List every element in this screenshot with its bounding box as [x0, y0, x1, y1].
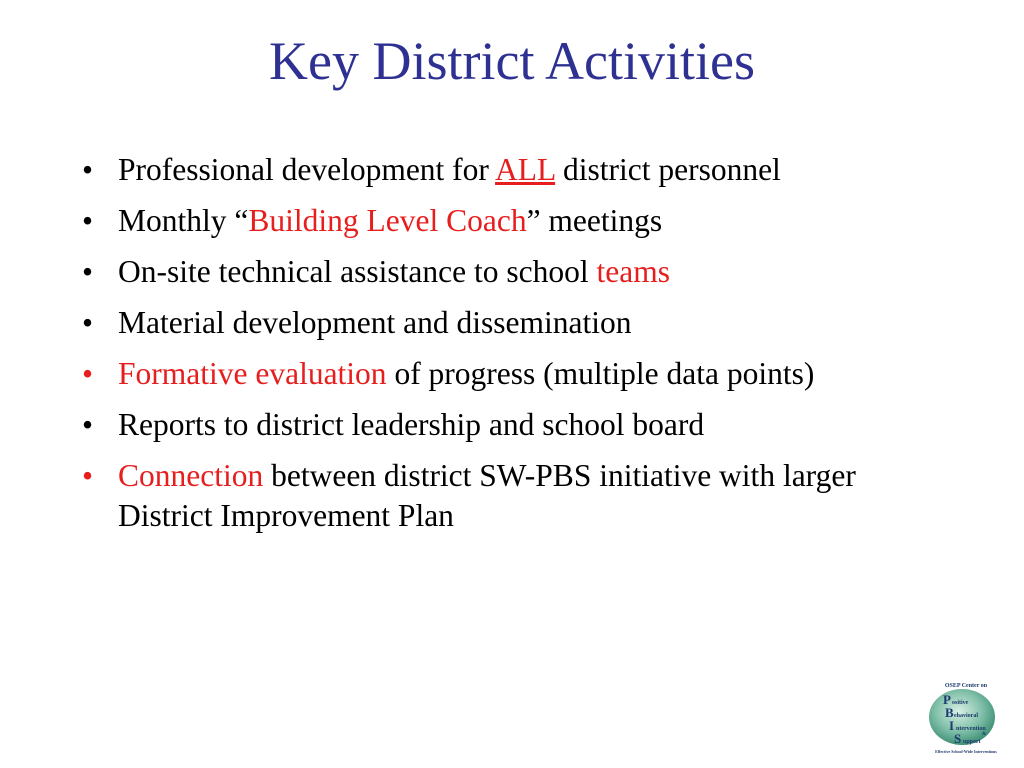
logo-letter: P	[943, 692, 951, 707]
bullet-accent-text: ALL	[495, 152, 556, 187]
pbis-logo	[916, 676, 1016, 756]
bullet-text: of progress (multiple data points)	[386, 356, 815, 391]
logo-word: ositive	[952, 700, 969, 706]
logo-letter: S	[954, 731, 962, 746]
bullet-list	[78, 150, 908, 547]
logo-word: upport	[963, 739, 981, 745]
logo-letter: B	[945, 705, 954, 720]
bullet-icon: •	[82, 254, 94, 289]
logo-top-text: OSEP Center on	[944, 683, 988, 689]
bullet-icon: •	[82, 305, 94, 340]
bullet-text: Monthly “	[118, 203, 249, 238]
bullet-icon: •	[82, 356, 94, 391]
logo-ampersand: &	[982, 732, 987, 737]
logo-word: ehavioral	[954, 713, 978, 719]
bullet-accent-text: Building Level Coach	[248, 203, 527, 238]
bullet-text: ” meetings	[526, 203, 663, 238]
bullet-text: Material development and dissemination	[118, 305, 632, 340]
bullet-text: between district SW-PBS initiative with larger District Improvement Plan	[118, 458, 856, 533]
logo-bottom-text: Effective School-Wide Interventions	[935, 749, 997, 754]
logo-word: ntervention	[956, 726, 986, 732]
bullet-accent-text: Formative evaluation	[118, 356, 387, 391]
bullet-accent-text: Connection	[118, 458, 264, 493]
bullet-item	[78, 456, 908, 536]
bullet-item	[78, 201, 908, 241]
slide-title: Key District Activities	[269, 31, 755, 91]
bullet-accent-text: teams	[596, 254, 670, 289]
bullet-item	[78, 354, 908, 394]
logo-letter: I	[949, 718, 955, 733]
bullet-item	[78, 303, 908, 343]
bullet-item	[78, 150, 908, 190]
bullet-icon: •	[82, 458, 94, 493]
bullet-text: Reports to district leadership and school board	[118, 407, 705, 442]
bullet-item	[78, 252, 908, 292]
bullet-icon: •	[82, 407, 94, 442]
bullet-text: district personnel	[555, 152, 781, 187]
bullet-icon: •	[82, 203, 94, 238]
bullet-text: Professional development for	[118, 152, 496, 187]
bullet-text: On-site technical assistance to school	[118, 254, 597, 289]
bullet-item	[78, 405, 908, 445]
bullet-icon: •	[82, 152, 94, 187]
